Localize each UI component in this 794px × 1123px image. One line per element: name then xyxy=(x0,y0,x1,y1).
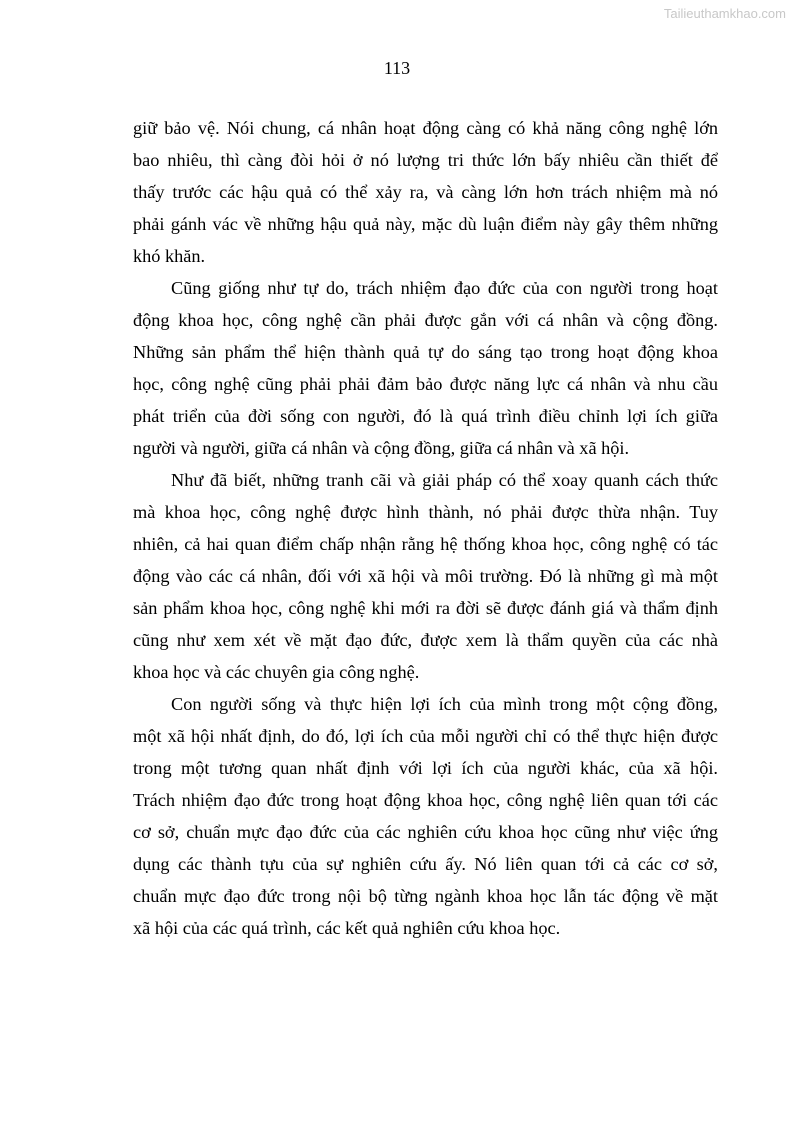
text-line: phát triển của đời sống con người, đó là quá trình điều chỉnh lợi ích giữa xyxy=(133,406,718,426)
body-text xyxy=(133,112,718,944)
watermark: Tailieuthamkhao.com xyxy=(663,6,786,21)
text-line: cũng như xem xét về mặt đạo đức, được xem là thẩm quyền của các nhà xyxy=(133,630,718,650)
text-line: sản phẩm khoa học, công nghệ khi mới ra đời sẽ được đánh giá và thẩm định xyxy=(133,598,718,618)
text-line: mà khoa học, công nghệ được hình thành, nó phải được thừa nhận. Tuy xyxy=(133,502,718,522)
text-line: dụng các thành tựu của sự nghiên cứu ấy. Nó liên quan tới cả các cơ sở, xyxy=(133,854,718,874)
paragraph xyxy=(133,272,718,464)
text-line: người và người, giữa cá nhân và cộng đồng, giữa cá nhân và xã hội. xyxy=(133,438,630,458)
text-line: giữ bảo vệ. Nói chung, cá nhân hoạt động càng có khả năng công nghệ lớn xyxy=(133,118,718,138)
text-line: khó khăn. xyxy=(133,246,206,266)
text-line: học, công nghệ cũng phải phải đảm bảo được năng lực cá nhân và nhu cầu xyxy=(133,374,718,394)
text-line: phải gánh vác về những hậu quả này, mặc dù luận điểm này gây thêm những xyxy=(133,214,718,234)
text-line: Con người sống và thực hiện lợi ích của mình trong một cộng đồng, xyxy=(171,694,718,714)
text-line: động khoa học, công nghệ cần phải được gắn với cá nhân và cộng đồng. xyxy=(133,310,718,330)
text-line: thấy trước các hậu quả có thể xảy ra, và càng lớn hơn trách nhiệm mà nó xyxy=(133,182,718,202)
text-line: cơ sở, chuẩn mực đạo đức của các nghiên cứu khoa học cũng như việc ứng xyxy=(133,822,718,842)
text-line: trong một tương quan nhất định với lợi ích của người khác, của xã hội. xyxy=(133,758,718,778)
text-line: động vào các cá nhân, đối với xã hội và môi trường. Đó là những gì mà một xyxy=(133,566,718,586)
text-line: Cũng giống như tự do, trách nhiệm đạo đức của con người trong hoạt xyxy=(171,278,718,298)
paragraph xyxy=(133,464,718,688)
paragraph xyxy=(133,688,718,944)
paragraph xyxy=(133,112,718,272)
text-line: xã hội của các quá trình, các kết quả nghiên cứu khoa học. xyxy=(133,918,561,938)
text-line: bao nhiêu, thì càng đòi hỏi ở nó lượng tri thức lớn bấy nhiêu cần thiết để xyxy=(133,150,718,170)
text-line: Như đã biết, những tranh cãi và giải pháp có thể xoay quanh cách thức xyxy=(171,470,718,490)
text-line: Những sản phẩm thể hiện thành quả tự do sáng tạo trong hoạt động khoa xyxy=(133,342,718,362)
text-line: Trách nhiệm đạo đức trong hoạt động khoa học, công nghệ liên quan tới các xyxy=(133,790,718,810)
text-line: khoa học và các chuyên gia công nghệ. xyxy=(133,662,420,682)
text-line: một xã hội nhất định, do đó, lợi ích của mỗi người chỉ có thể thực hiện được xyxy=(133,726,718,746)
text-line: nhiên, cả hai quan điểm chấp nhận rằng hệ thống khoa học, công nghệ có tác xyxy=(133,534,718,554)
text-line: chuẩn mực đạo đức trong nội bộ từng ngành khoa học lẫn tác động về mặt xyxy=(133,886,718,906)
page-number: 113 xyxy=(383,58,411,78)
